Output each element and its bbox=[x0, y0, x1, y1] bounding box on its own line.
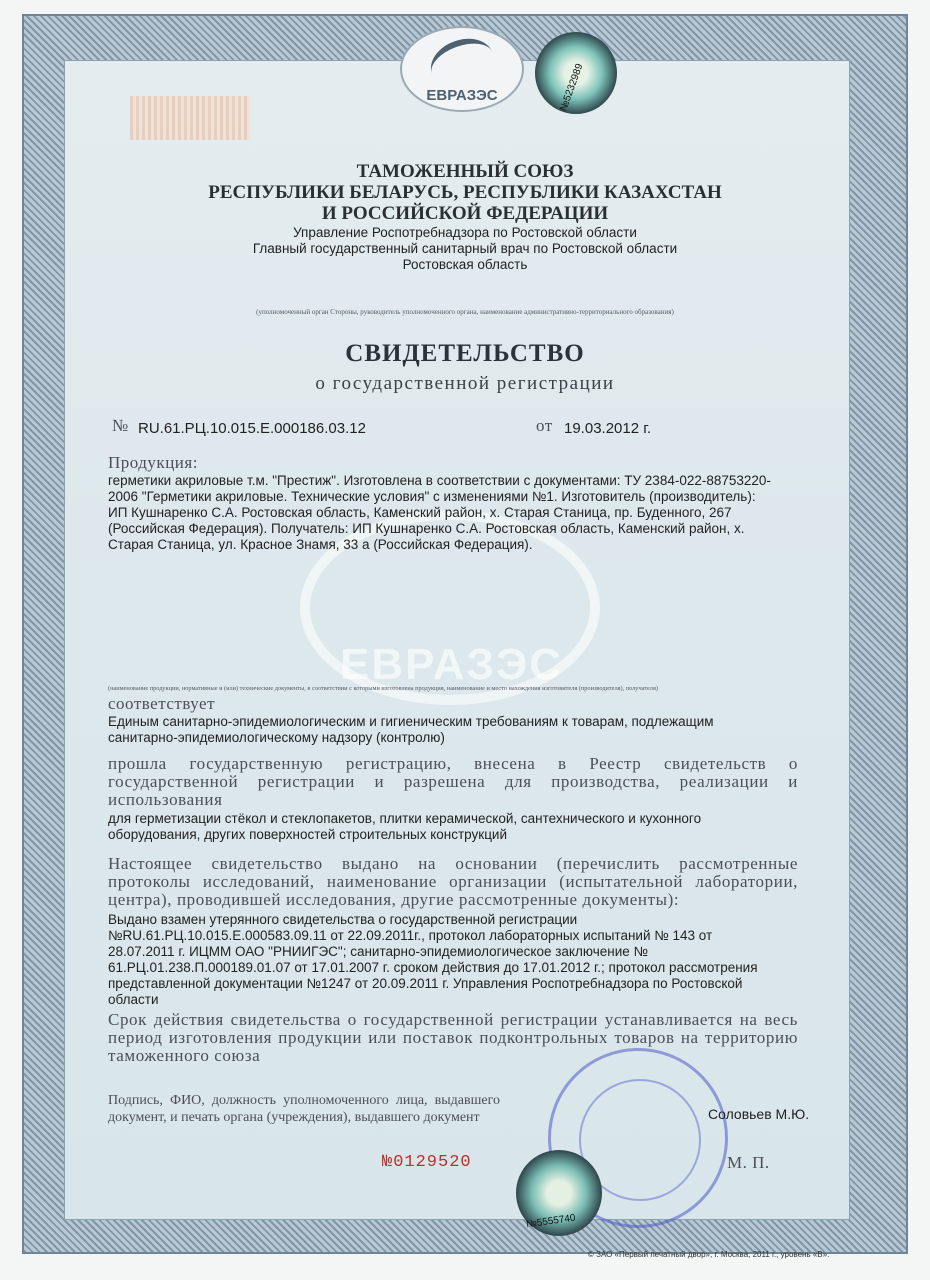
basis-line: области bbox=[108, 992, 159, 1007]
hologram-bottom-id: №5555740 bbox=[525, 1212, 577, 1231]
form-number: №0129520 bbox=[382, 1153, 472, 1172]
document-title: СВИДЕТЕЛЬСТВО bbox=[345, 340, 585, 367]
product-line: Старая Станица, ул. Красное Знамя, 33 а (Российская Федерация). bbox=[108, 537, 533, 552]
header-line-2: РЕСПУБЛИКИ БЕЛАРУСЬ, РЕСПУБЛИКИ КАЗАХСТАН bbox=[208, 182, 722, 203]
product-label: Продукция: bbox=[108, 453, 198, 472]
header-line-1: ТАМОЖЕННЫЙ СОЮЗ bbox=[356, 161, 574, 182]
certificate-date: 19.03.2012 г. bbox=[564, 420, 652, 437]
authority-line-2: Главный государственный санитарный врач по Ростовской области bbox=[252, 241, 678, 256]
registration-text: прошла государственную регистрацию, внесена в Реестр свидетельств о государственной регистрации и разрешена для производства, реализации и использования bbox=[108, 754, 798, 809]
certificate-number: RU.61.РЦ.10.015.Е.000186.03.12 bbox=[138, 420, 366, 437]
usage-line: для герметизации стёкол и стеклопакетов, плитки керамической, сантехнического и кухонного bbox=[108, 811, 702, 826]
usage-line: оборудования, других поверхностей строительных конструкций bbox=[108, 827, 508, 842]
authority-caption: (уполномоченный орган Стороны, руководитель уполномоченного органа, наименование административно-территориального образования) bbox=[256, 308, 674, 316]
eurasec-logo bbox=[400, 26, 524, 112]
complies-line: санитарно-эпидемиологическому надзору (контролю) bbox=[108, 730, 445, 745]
validity-text: Срок действия свидетельства о государственной регистрации устанавливается на весь период изготовления продукции или поставок подконтрольных товаров на территорию таможенного союза bbox=[108, 1010, 798, 1065]
basis-text: Настоящее свидетельство выдано на основании (перечислить рассмотренные протоколы исследований, наименование организации (испытательной лаборатории, центра), проводившей исследования, другие рассмотренные документы): bbox=[108, 854, 798, 909]
date-label: от bbox=[536, 416, 553, 435]
product-line: ИП Кушнаренко С.А. Ростовская область, Каменский район, х. Старая Станица, пр. Буденного, 267 bbox=[108, 505, 732, 520]
complies-line: Единым санитарно-эпидемиологическим и гигиеническим требованиям к товарам, подлежащим bbox=[108, 714, 714, 729]
hologram-top-id: №5232989 bbox=[558, 62, 586, 113]
seal-place: М. П. bbox=[727, 1153, 770, 1172]
watermark-text: ЕВРАЗЭС bbox=[340, 640, 564, 689]
product-line: герметики акриловые т.м. "Престиж". Изготовлена в соответствии с документами: ТУ 2384-022-88753220- bbox=[108, 473, 771, 488]
hologram-bottom bbox=[516, 1150, 602, 1236]
authority-line-1: Управление Роспотребнадзора по Ростовской области bbox=[293, 225, 637, 240]
document-subtitle: о государственной регистрации bbox=[315, 373, 615, 394]
basis-line: №RU.61.РЦ.10.015.Е.000583.09.11 от 22.09.2011г., протокол лабораторных испытаний № 143 от bbox=[108, 928, 713, 943]
basis-line: 28.07.2011 г. ИЦММ ОАО "РНИИГЭС"; санитарно-эпидемиологическое заключение № bbox=[108, 944, 648, 959]
number-label: № bbox=[112, 416, 129, 435]
emblem-swirl-icon bbox=[424, 30, 500, 95]
authority-line-3: Ростовская область bbox=[402, 257, 528, 272]
basis-line: Выдано взамен утерянного свидетельства о государственной регистрации bbox=[108, 912, 578, 927]
product-line: 2006 "Герметики акриловые. Технические условия" с изменениями №1. Изготовитель (производитель): bbox=[108, 489, 756, 504]
signature-caption: Подпись, ФИО, должность уполномоченного лица, выдавшего документ, и печать органа (учреждения), выдавшего документ bbox=[108, 1093, 500, 1125]
product-line: (Российская Федерация). Получатель: ИП Кушнаренко С.А. Ростовская область, Каменский район, х. bbox=[108, 521, 745, 536]
signer-name: Соловьев М.Ю. bbox=[708, 1106, 810, 1122]
printer-footer: © ЗАО «Первый печатный двор», г. Москва, 2011 г., уровень «В». bbox=[588, 1250, 830, 1259]
eurasec-logo-text: ЕВРАЗЭС bbox=[426, 87, 498, 104]
security-strip bbox=[130, 96, 250, 140]
product-caption: (наименование продукции, нормативные и (или) технические документы, в соответствии с которыми изготовлена продукция, наименование и место нахождения изготовителя (производителя), получателя) bbox=[108, 685, 658, 692]
hologram-top bbox=[535, 32, 617, 114]
complies-label: соответствует bbox=[108, 694, 216, 713]
header-line-3: И РОССИЙСКОЙ ФЕДЕРАЦИИ bbox=[321, 203, 609, 224]
basis-line: представленной документации №1247 от 20.09.2011 г. Управления Роспотребнадзора по Ростовской bbox=[108, 976, 743, 991]
basis-line: 61.РЦ.01.238.П.000189.01.07 от 17.01.2007 г. сроком действия до 17.01.2012 г.; протокол рассмотрения bbox=[108, 960, 758, 975]
